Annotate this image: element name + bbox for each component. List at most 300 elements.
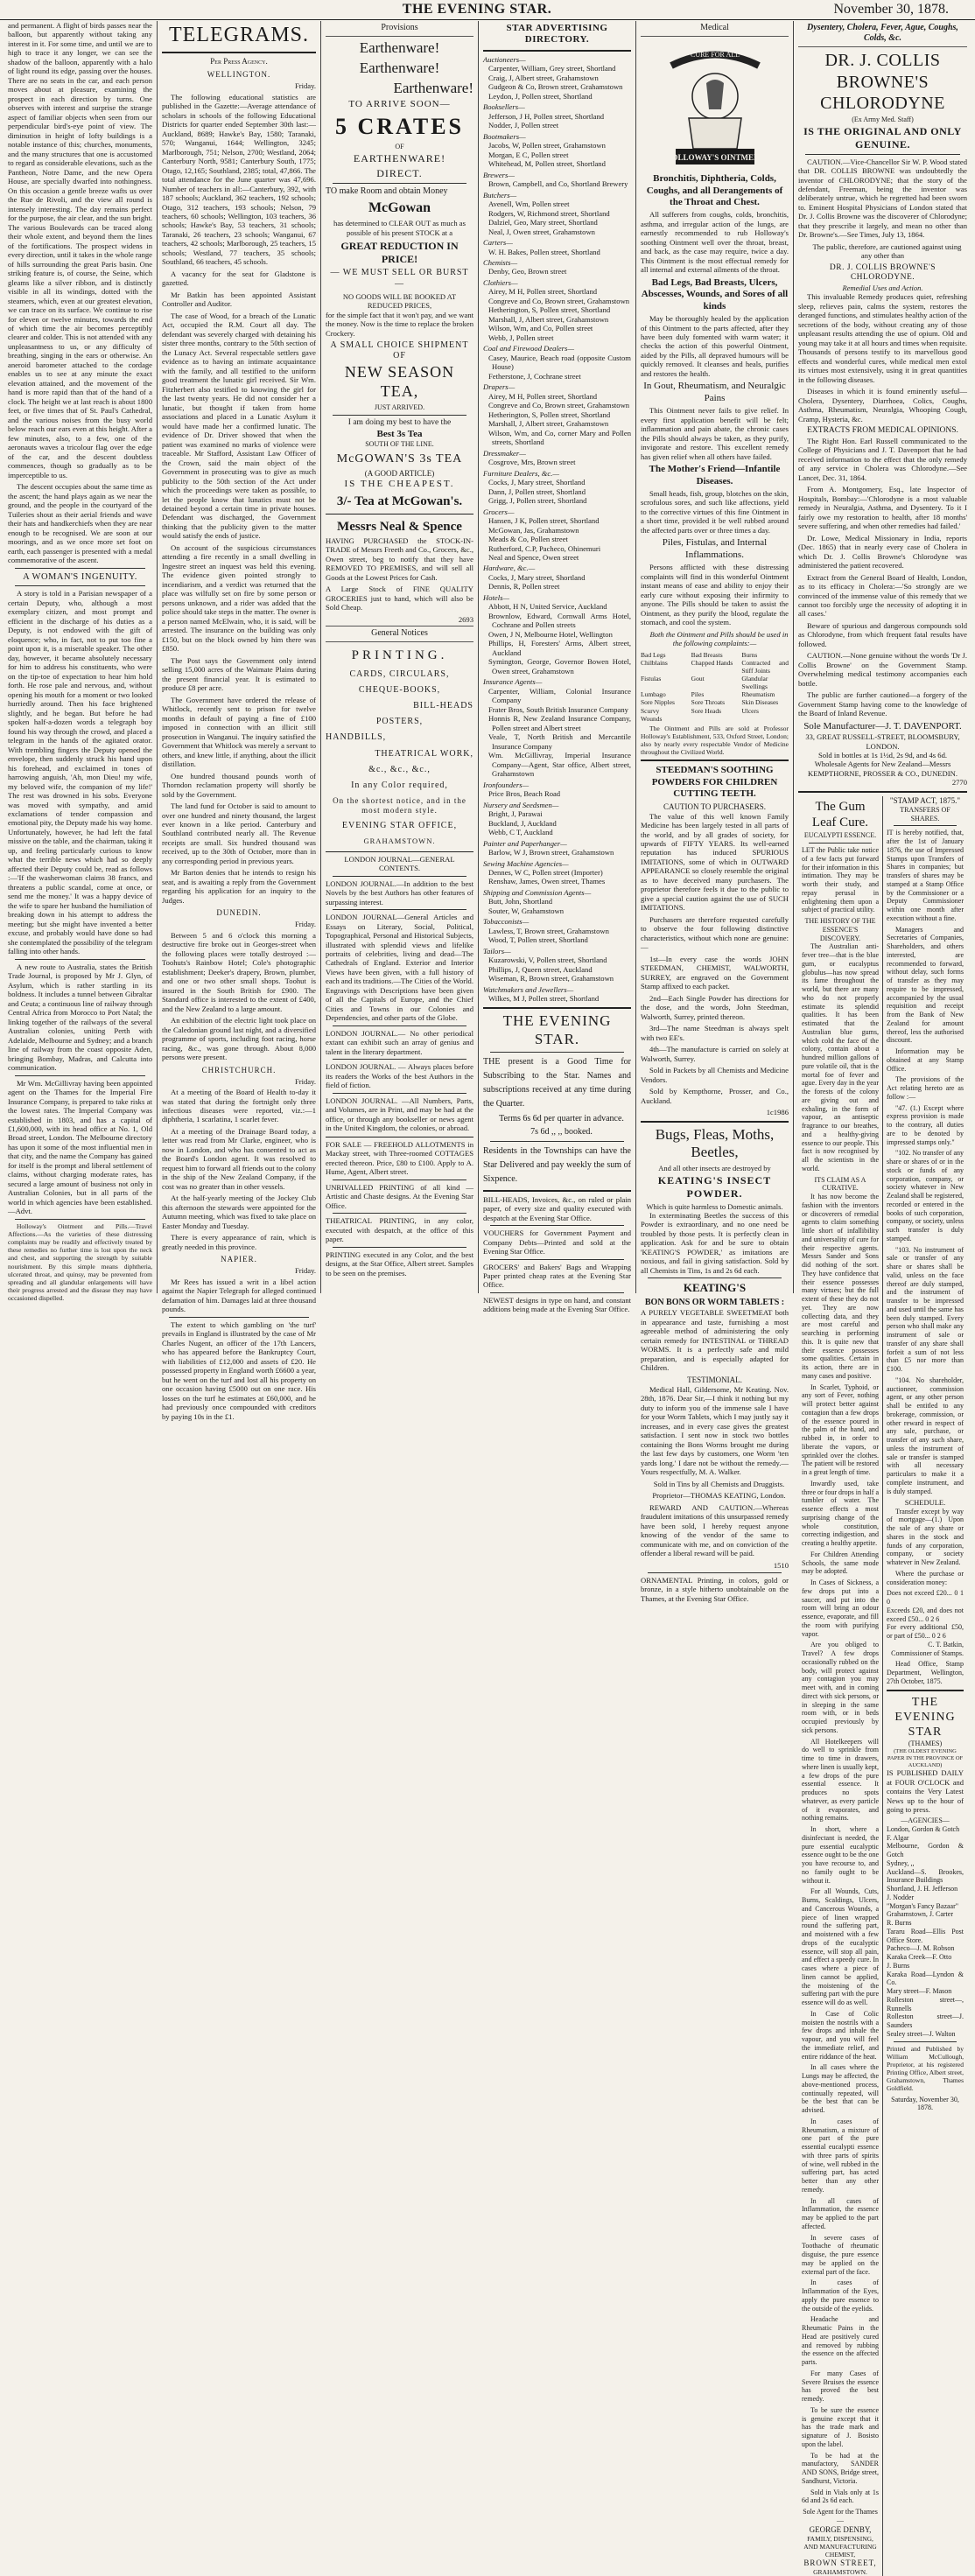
section-header: Dysentery, Cholera, Fever, Ague, Coughs, Colds, &c. xyxy=(798,21,967,47)
divider xyxy=(490,1259,624,1260)
advertisement-paragraph: Holloway's Ointment and Pills.—Travel Affections.—As the varieties of these distressing complaints may be readily and effectively treated by these remedies no further time is lost upon the neck and chest, and supporting the strength by suitable nourishment. By this simple means diphtheria, ulcerated throat, and quinsy, may be prevented from spreading and all glandular enlargements will have their progress arrested and the disease they may have occasioned dispelled. xyxy=(8,1222,152,1303)
ad-line: In any Color required, xyxy=(351,780,448,790)
ad-paragraph: The Ointment and Pills are sold at Professor Holloway's Establishment, 533, Oxford Street, London; also by nearly every respectable Vendor of Medicine throughout the Civilized World. xyxy=(641,724,789,757)
ad-paragraph: Residents in the Townships can have the Star Delivered and pay weekly the sum of Sixpence. xyxy=(483,1145,631,1184)
ad-paragraph: Purchasers are therefore requested carefully to observe the four following distinctive characteristics, without which none are genuine:— xyxy=(641,914,789,952)
ad-paragraph: Medical Hall, Gildersome, Mr Keating. Nov. 28th, 1876. Dear Sir,—I think it nothing but my duty to inform you of the immense sale I have for your Worm Tablets, which I may justly say it increases, and in every case gives the greatest satisfaction. I sent now in stock two bottles containing the Bons Worms brought me during the last few days by customers, one Worm 'ten yards long.' I dare not be without the remedy.—Yours respectfully, M. A. Walker. xyxy=(641,1384,789,1477)
directory-entry: Neal and Spence, Owen street xyxy=(488,553,579,562)
section-header: General Notices xyxy=(326,626,473,642)
directory-category: Tailors— xyxy=(483,946,511,956)
agency-entry: Rolleston street—, Runnells xyxy=(887,1995,964,2012)
telegram-paragraph: Mr Barton denies that he intends to resign his seat, and is awaiting a reply from the Government regarding his application for an inquiry to the Judges. xyxy=(162,868,316,905)
ad-paragraph: Extract from the General Board of Health, London, as to its efficacy in Cholera:—'So strongly are we convinced of the immense value of this remedy that we cannot too forcibly urge the necessity of adopting it in all cases.' xyxy=(798,572,967,619)
ad-line: EARTHENWARE! xyxy=(353,152,446,165)
directory-entry: Cosgrove, Mrs, Brown street xyxy=(488,458,576,467)
ad-line: EXTRACTS FROM MEDICAL OPINIONS. xyxy=(807,426,958,436)
ad-headline: THE EVENING STAR. xyxy=(502,1012,612,1047)
printing-advertisement xyxy=(326,648,473,845)
directory-category: Hotels— xyxy=(483,592,510,602)
ad-paragraph: LONDON JOURNAL. —All Numbers, Parts, and Volumes, are in Print, and may be had at the office, or through any bookseller or news agent in the United Kingdom, the colonies, or abroad. xyxy=(326,1096,473,1133)
agency-entry: J. Nodder xyxy=(887,1893,915,1901)
divider xyxy=(490,1052,624,1053)
column-1 xyxy=(4,21,158,1303)
schedule-row: Exceeds £20, and does not exceed £50... 0 2 6 xyxy=(887,1606,964,1623)
ad-paragraph: All Hotelkeepers will do well to sprinkle from time to time in drawers, where linen is usually kept, a few drops of the pure essential essence. It produces no spots whatever, as every particle of it evaporates, and nothing remains. xyxy=(802,1737,879,1823)
divider xyxy=(894,2041,957,2042)
ad-headline: The Mother's Friend—Infantile Diseases. xyxy=(649,464,781,486)
ad-paragraph: To be sure the essence is genuine except that it has the trade mark and signature of J. Bosisto upon the label. xyxy=(802,2405,879,2448)
ad-paragraph: In exterminating Beetles the success of this Powder is extraordinary, and no one need be troubled by those pests. It is perfectly clean in application. Ask for and be sure to obtain 'KEATING'S POWDER,' as imitations are noxious, and fail in giving satisfaction. Sold by all Chemists in Tins, 1s and 2s 6d each. xyxy=(641,1211,789,1275)
directory-entry: Jefferson, J H, Pollen street, Shortland xyxy=(488,111,605,121)
ad-paragraph: The public, therefore, are cautioned against using any other than xyxy=(812,242,962,261)
ad-paragraph: LONDON JOURNAL—General Articles and Essays on Literary, Social, Political, Topographical, Personal and Historical Subjects, illustrated with splendid views and lifelike portraits of celebrities, living and dead—The Cathedrals of England. Exterior and Interior Views have been given, with a full history of each and its traditions.—The Cities of the World. Engravings with Descriptions have been given of all the Capitals of Europe, and the Chief Cities and Towns in our Colonies and Dependencies, and other parts of the Globe. xyxy=(326,913,473,1023)
day: Friday. xyxy=(294,1266,316,1276)
agency-entry: Sydney, ,, xyxy=(887,1858,915,1867)
ad-headline: Piles, Fistulas, and Internal Inflammations. xyxy=(662,537,768,560)
ad-line: (Ex Army Med. Staff) xyxy=(852,115,914,123)
ad-paragraph: LONDON JOURNAL.—In addition to the best Novels by the best Authors has other features of surpassing interest. xyxy=(326,878,473,906)
telegram-paragraph: The Government have ordered the release of Whitlock, recently sent to prison for twelve months in default of paying a fine of £100 imposed in connection with an illicit still prosecution in Wanganui. The inquiry satisfied the Government that Whitlock was merely a servant to others, and knew little, if anything, about the illicit distillation. xyxy=(162,695,316,769)
evening-star-subscription-ad xyxy=(483,1012,631,1186)
ad-line: GEORGE DENBY, xyxy=(809,2524,872,2534)
classified-ads xyxy=(326,1137,473,1278)
place-heading: CHRISTCHURCH. xyxy=(201,1065,277,1074)
ad-line: I am doing my best to have the xyxy=(347,418,452,428)
directory-entry: Dann, J, Pollen street, Shortland xyxy=(488,486,586,496)
article-heading: A WOMAN'S INGENUITY. xyxy=(23,571,137,582)
directory-entry: Whitehead, M, Pollen street, Shortland xyxy=(488,159,606,169)
complaint-item: Scurvy xyxy=(641,706,660,715)
ad-headline: KEATING'S xyxy=(683,1281,747,1295)
ad-line: Best 3s Tea xyxy=(376,428,423,439)
directory-category: Tobacconists— xyxy=(483,917,530,927)
ad-line: CAUTION TO PURCHASERS. xyxy=(663,802,766,811)
banner-text: HOLLOWAY'S OINTMENT xyxy=(665,153,764,163)
divider xyxy=(15,1075,145,1076)
complaint-item: Skin Diseases xyxy=(741,698,779,707)
divider xyxy=(333,1247,466,1248)
london-journal-advertisement xyxy=(326,851,473,1133)
agency-entry: R. Burns xyxy=(887,1919,912,1928)
day: Friday. xyxy=(294,920,316,929)
ad-line: Saturday, November 30, 1878. xyxy=(891,2095,959,2112)
telegram-paragraph: Mr Rees has issued a writ in a libel action against the Napier Telegraph for alleged continued defamation of him. Damages laid at three thousand pounds. xyxy=(162,1277,316,1314)
directory-entry: Phillips, H, Foresters' Arms, Albert street, Auckland xyxy=(488,639,631,657)
directory-entry: Hetherington, S, Pollen street, Shortland xyxy=(488,410,611,419)
directory-entry: Hetherington, S, Pollen street, Shortland xyxy=(488,305,611,315)
day: Friday. xyxy=(294,1076,316,1086)
ad-line: (THAMES) xyxy=(908,1739,943,1747)
ad-paragraph: For many Cases of Severe Bruises the essence has proved the best remedy. xyxy=(802,2369,879,2404)
ad-line: NO GOODS WILL BE BOOKED AT REDUCED PRICES, xyxy=(342,291,457,311)
directory-entry: Bright, J, Parawai xyxy=(488,809,543,819)
section-header: Medical xyxy=(641,21,789,37)
ad-line: BILL-HEADS xyxy=(413,701,473,711)
directory-category: Painter and Paperhanger— xyxy=(483,838,567,848)
telegram-paragraph: The land fund for October is said to amount to over one hundred and ninety thousand, the largest ever known in a like period. Canterbury and Southland contributed nearly all. The Revenue receipts are small. Six hundred thousand was received, up to the 30th of October, more than in any corresponding period in previous years. xyxy=(162,802,316,865)
divider xyxy=(15,1219,145,1220)
ad-paragraph: NEWEST designs in type on hand, and constant additions being made at the Evening Star Office. xyxy=(483,1295,631,1314)
ad-headline: Bad Legs, Bad Breasts, Ulcers, Abscesses, Wounds, and Sores of all kinds xyxy=(641,276,789,312)
ad-number: 1c1986 xyxy=(766,1108,789,1117)
divider xyxy=(333,1213,466,1214)
complaints-table xyxy=(641,651,789,723)
telegram-paragraph: The case of Wood, for a breach of the Lunatic Act, occupied the R.M. Court all day. The defendant was severely charged with detaining his sister three months, contrary to the 50th section of the Lunacy Act. Several respectable settlers gave evidence as to having an intimate acquaintance with the family, and all testified to the uniform good treatment the lunatic girl received. Sir Wm. Fitzherbert also testified to knowing the girl for the last twenty years. He did not consider her a lunatic, but thought if taken from home associations and placed in a Lunatic Asylum it would have made her a confirmed lunatic. The evidence of Dr. Driver showed that when the patient was examined no marks of violence were traceable. Mr Stafford, Assistant Law Officer of the Crown, said the main object of the Government in prosecuting was to give as much publicity to the 50th section of the Act under which the proceedings were taken as possible, to let the people know that lunatics must not be detained beyond a certain time in private houses. Defendant was discharged, the Government thinking that the publicity given to the matter would satisfy the ends of justice. xyxy=(162,311,316,541)
ad-line: Sole Manufacturer—J. T. DAVENPORT. xyxy=(803,720,962,732)
ad-paragraph: UNRIVALLED PRINTING of all kind —Artistic and Chaste designs. At the Evening Star Office. xyxy=(326,1182,473,1210)
ad-headline: "STAMP ACT, 1875." xyxy=(889,795,961,805)
ad-paragraph: Inwardly used, take three or four drops in half a tumbler of water. The essence effects a most surprising change of the whole constitution, correcting indigestion, and creating a healthy appetite. xyxy=(802,1479,879,1548)
divider xyxy=(333,909,466,910)
directory-entry: Airey, M H, Pollen street, Shortland xyxy=(488,287,598,297)
ad-line: SCHEDULE. xyxy=(904,1498,946,1508)
directory-entry: Meads & Co, Pollen street xyxy=(488,535,568,544)
ad-paragraph: 7s 6d ,, ,, booked. xyxy=(530,1127,593,1138)
complaint-item: Gout xyxy=(691,674,705,682)
column-3 xyxy=(321,21,479,1293)
ad-paragraph: 4th—The manufacture is carried on solely at Walworth, Surrey. xyxy=(641,1045,789,1063)
ad-paragraph: IT is hereby notified, that, after the 1st of January 1876, the use of Impressed Stamps upon Transfers of Shares in companies; but transfers of shares may be stamped at a Stamp Office by the Commissioner or a Deputy Commissioner within one month after execution without a fine. xyxy=(887,829,964,922)
ad-paragraph: REWARD AND CAUTION.—Whereas fraudulent imitations of this unsurpassed remedy have been sold, I hereby request anyone knowing of the vendor of the same to communicate with me, and on conviction of the offender a liberal reward will be paid. xyxy=(641,1502,789,1558)
holloway-ointment-illustration xyxy=(654,39,776,171)
schedule-row: Does not exceed £20... 0 1 0 xyxy=(887,1589,964,1606)
divider xyxy=(641,760,789,761)
directory-entry: Dennes, W C, Pollen street (Importer) xyxy=(488,867,603,877)
ad-paragraph: IS PUBLISHED DAILY at FOUR O'CLOCK and contains the Very Latest News up to the hour of going to press. xyxy=(887,1768,964,1814)
divider xyxy=(887,1690,964,1691)
ad-paragraph: In cases of Rheumatism, a mixture of one part of the pure essential eucalypti essence with three parts of spirits of wine, well rubbed in the suffering part, has acted better than any other remedy. xyxy=(802,2117,879,2194)
ad-line: DR. J. COLLIS BROWNE'S CHLORODYNE. xyxy=(829,262,936,283)
directory-entry: Craig, J, Albert street, Grahamstown xyxy=(488,73,599,82)
telegram-paragraph: At a meeting of the Drainage Board today, a letter was read from Mr Clarke, engineer, who is now in London, and who has consented to act as the Board's London agent. It was resolved to request him to forward all friends out to the colony in the ship of the New Zealand Company, if the cost was no greater than in other vessels. xyxy=(162,1126,316,1191)
agency-entry: Mary street—F. Mason xyxy=(887,1987,952,1996)
ad-paragraph: In Case of Colic moisten the nostrils with a few drops and inhale the vapour, and you will feel the immediate relief, and entire riddance of the heat. xyxy=(802,2009,879,2061)
telegram-paragraph: One hundred thousand pounds worth of Thorndon reclamation property will shortly be sold by the Government. xyxy=(162,771,316,799)
ad-line: Wholesale Agents for New Zealand—Messrs KEMPTHORNE, PROSSER & CO., DUNEDIN. xyxy=(808,760,957,778)
place-heading: NAPIER. xyxy=(221,1255,257,1264)
directory-entry: Kuzarowski, V, Pollen street, Shortland xyxy=(488,956,607,965)
ad-paragraph: Sold in Packets by all Chemists and Medicine Vendors. xyxy=(641,1066,789,1084)
ad-paragraph: In Scarlet, Typhoid, or any sort of Fever, nothing will protect better against contagion than a few drops of the essence poured in the palm of the hand, and rubbed in, in order to liberate the vapors, or sprinkled over the clothes. The patient will be restored in a great length of time. xyxy=(802,1382,879,1477)
agency-entry: F. Algar xyxy=(887,1833,909,1842)
ad-line: ITS CLAIM AS A CURATIVE. xyxy=(814,1175,866,1193)
directory-entry: Morgan, E C, Pollen street xyxy=(488,150,569,159)
complaint-item: Bad Legs xyxy=(641,650,666,659)
directory-entry: Neal, J, Owen street, Grahamstown xyxy=(488,227,595,236)
ad-paragraph: A Large Stock of FINE QUALITY GROCERIES just to hand, which will also be Sold Cheap. xyxy=(326,584,473,612)
ad-line: A SMALL CHOICE SHIPMENT OF xyxy=(330,340,469,361)
ad-line: FAMILY, DISPENSING, AND MANUFACTURING CHEMIST, xyxy=(803,2534,877,2558)
directory-entry: Symington, George, Governor Bowen Hotel, Owen street, Grahamstown xyxy=(488,657,631,676)
divider xyxy=(483,50,631,52)
two-column-section xyxy=(798,796,967,2576)
ad-paragraph: Dr. Lowe, Medical Missionary in India, reports (Dec. 1865) that in nearly every case of Cholera in which Dr. J. Collis Browne's Chlorodyne was administered the patient recovered. xyxy=(798,533,967,570)
ad-line: THE HISTORY OF THE ESSENCE'S DISCOVERY. xyxy=(804,917,876,942)
complaint-item: Sore Nipples xyxy=(641,698,675,707)
ad-paragraph: PRINTING executed in any Color, and the best designs, at the Star Office, Albert street. Samples to be seen on the premises. xyxy=(326,1250,473,1278)
stamp-act-column xyxy=(883,796,967,2576)
divider xyxy=(15,959,145,960)
telegram-paragraph: There is every appearance of rain, which is greatly needed in this province. xyxy=(162,1233,316,1251)
ad-paragraph: Terms 6s 6d per quarter in advance. xyxy=(499,1114,624,1124)
directory-entry: Price Bros, Beach Road xyxy=(488,789,561,799)
divider xyxy=(162,52,316,53)
directory-category: Brewers— xyxy=(483,170,515,179)
complaint-item: Rheumatism xyxy=(741,690,775,699)
directory-entry: Airey, M H, Pollen street, Shortland xyxy=(488,391,598,401)
agency-entry: Tararu Road—Ellis Post Office Store. xyxy=(887,1927,964,1944)
complaint-item: Lumbago xyxy=(641,690,666,699)
directory-category: Butchers— xyxy=(483,190,517,200)
ad-line: has determined to CLEAR OUT as much as possible of his present STOCK at a xyxy=(333,219,466,237)
agency-entry: Auckland—S. Brookes, Insurance Buildings xyxy=(887,1867,964,1885)
ad-line: On the shortest notice, and in the most modern style. xyxy=(333,796,466,816)
ad-paragraph: "47. (1.) Except where express provision is made to the contrary, all duties are to be denoted by impressed stamps only." xyxy=(887,1103,964,1146)
ad-paragraph: LONDON JOURNAL. — Always places before its readers the Works of the best Authors in the field of fiction. xyxy=(326,1062,473,1090)
directory-entry: Honnis R, New Zealand Insurance Company, Pollen street and Albert street xyxy=(488,714,631,732)
mcgowan-advertisement xyxy=(326,39,473,509)
ad-line: IS THE CHEAPEST. xyxy=(344,478,455,489)
directory-entry: Renshaw, James, Owen street, Thames xyxy=(488,877,606,886)
directory-entry: Wilkes, M J, Pollen street, Shortland xyxy=(488,994,600,1004)
agency-entry: Melbourne, Gordon & Gotch xyxy=(887,1842,964,1859)
directory-entry: Frater Bros, South British Insurance Company xyxy=(488,704,628,714)
ad-paragraph: Are you obliged to Travel? A few drops occasionally rubbed on the body, will protect against any contagion you may meet with, and in coming direct with sick persons, or in sleeping in the same room with, or in beds occupied previously by sick persons. xyxy=(802,1641,879,1734)
directory-entry: W. H. Bakes, Pollen street, Shortland xyxy=(488,247,600,256)
ad-paragraph: This Ointment never fails to give relief. In every first application benefit will be felt; inflammation and pain abate, the chronic cases the Pills should always be taken, as they purify, invigorate and restore. This excellent remedy has given relief when all others have failed. xyxy=(641,406,789,461)
day: Friday. xyxy=(294,81,316,91)
directory-category: Bootmakers— xyxy=(483,131,526,141)
ad-line: TESTIMONIAL. xyxy=(687,1375,742,1384)
divider xyxy=(15,568,145,569)
divider xyxy=(809,843,872,844)
ad-line: DIRECT. xyxy=(376,166,423,179)
telegram-paragraph: On account of the suspicious circumstances attending a fire recently in a small dwelling in Ingestre street an inquest was held this evening. The evidence given pointed strongly to incendiarism, and a verdict was returned that the place was wilfully set on fire by some person or persons unknown, and a rider was added that the police should take steps in the matter. The owner is a person named McElwain, who, it is said, will be arrested. The insurance on the building was only £150, but on the block owned by him there was £850. xyxy=(162,542,316,654)
ad-line: (A GOOD ARTICLE) xyxy=(364,468,435,478)
column-6 xyxy=(794,21,971,2576)
ad-paragraph: FOR SALE — FREEHOLD ALLOTMENTS in Mackay street, with Three-roomed COTTAGES erected thereon. Price, £80 to £100. Apply to A. Hume, Agent, Albert street. xyxy=(326,1139,473,1177)
ad-paragraph: C. T. Batkin, Commissioner of Stamps. xyxy=(891,1640,964,1657)
complaint-item: Sore Throats xyxy=(691,698,726,707)
ad-paragraph: LONDON JOURNAL—GENERAL CONTENTS. xyxy=(344,854,455,873)
directory-entry: Marshall, J, Albert street, Grahamstown xyxy=(488,314,609,324)
ad-line: (THE OLDEST EVENING PAPER IN THE PROVINCE OF AUCKLAND) xyxy=(887,1747,964,1768)
directory-entry: Congreve and Co, Brown street, Grahamstown xyxy=(488,401,630,410)
ad-paragraph: Sold by Kempthorne, Prosser, and Co., Auckland. xyxy=(641,1087,789,1105)
directory-entry: Hansen, J K, Pollen street, Shortland xyxy=(488,516,600,526)
place-heading: DUNEDIN. xyxy=(216,908,262,918)
ad-paragraph: From A. Montgomery, Esq., late Inspector of Hospitals, Bombay:—'Chlorodyne is a most valuable remedy in Neuralgia, Asthma, and Dysentery. To it I fairly owe my restoration to health, after 18 months' severe suffering, and when other remedies had failed.' xyxy=(798,485,967,531)
directory-entry: Casey, Maurice, Beach road (opposite Custom House) xyxy=(488,353,631,372)
ad-paragraph: In severe cases of Toothache of rheumatic disguise, the pure essence may be applied on the external part of the face. xyxy=(802,2233,879,2276)
divider xyxy=(641,1121,789,1123)
article-paragraph: A new route to Australia, states the British Trade Journal, is proposed by Mr J. Glyn, of Asylum, which is rather startling in its boldness. It includes a tunnel between Gibraltar and Ceuta; a continuous line of railway through Central Africa from Morocco to Port Natal; the linking together of the railways of the several Australian colonies, uniting Perth with Adelaide, Melbourne and Sydney; and a branch line of railway from the coast opposite Aden, bringing Bombay, Madras, and Calcutta into communication. xyxy=(8,962,152,1073)
ad-headline: Earthenware! xyxy=(359,59,440,76)
ad-headline: THE EVENING STAR xyxy=(894,1695,956,1739)
directory-entry: Brown, Campbell, and Co, Shortland Brewery xyxy=(488,179,628,189)
ad-line: IS THE ORIGINAL AND ONLY GENUINE. xyxy=(803,125,962,150)
ad-line: And all other insects are destroyed by xyxy=(658,1164,771,1173)
ad-paragraph: All sufferers from coughs, colds, bronchitis, asthma, and irregular action of the lungs, are earnestly recommended to rub Holloway's soothing Ointment well over the throat, breast, and back, as the case may require, twice a day. This Ointment is the most effectual remedy for all internal and external ailments of the throat. xyxy=(641,210,789,275)
directory-entry: Rodgers, W, Richmond street, Shortland xyxy=(488,208,610,218)
ad-paragraph: The value of this well known Family Medicine has been largely tested in all parts of the world, and by all grades of society, for upwards of FIFTY YEARS. Its well-earned reputation has induced SPURIOUS IMITATIONS, some of which in OUTWARD APPEARANCE so closely resemble the original as to have deceived many purchasers. The proprietor therefore feels it due to the public to give a special caution against the use of SUCH IMITATIONS. xyxy=(641,811,789,913)
telegram-paragraph: The following educational statistics are published in the Gazette:—Average attendance of scholars in schools of the following Educational Districts for quarter ended September 30th last:—Auckland, 8689; Hawke's Bay, 1580; Taranaki, 570; Wanganui, 1644; Wellington, 3245; Marlborough, 751; Nelson, 2700; Westland, 2064; Canterbury North, 9581; Canterbury South, 1775; Otago, 12,165; Southland, 2385; total, 47,866. The total attendance for the June quarter was 47,696. Number of teachers in all:—Canterbury, 392, with 187 schools; Auckland, 362 teachers, 192 schools; Otago, 312 teachers, 193 schools; Nelson, 79 teachers, 60 schools; Wellington, 103 teachers, 36 schools; Hawke's Bay, 53 teachers, 31 schools; Taranaki, 26 teachers, 23 schools; Wanganui, 67 teachers, 42 schools; Marlborough, 25 teachers, 15 schools; Westland, 77 teachers, 35 schools; Southland, 66 teachers, 45 schools. xyxy=(162,92,316,267)
directory-entry: Carpenter, William, Colonial Insurance Company xyxy=(488,686,631,705)
ad-paragraph: In all cases where the Lungs may be affected, the above-mentioned process, continually repeated, will be the best that can be advised. xyxy=(802,2063,879,2115)
ad-paragraph: For Children Attending Schools, the same mode may be adopted. xyxy=(802,1550,879,1576)
ad-paragraph: Sold in Vials only at 1s 6d and 2s 6d each. xyxy=(802,2488,879,2505)
ad-line: Which is quite harmless to Domestic animals. xyxy=(646,1201,783,1211)
directory-entry: Wilson, Wm, and Co, corner Mary and Pollen streets, Shortland xyxy=(488,428,631,447)
ad-paragraph: The Right Hon. Earl Russell communicated to the College of Physicians and J. T. Davenport that he had received information to the effect that the only remedy of any service in Cholera was Chlorodyne.—See Lancet, Dec. 31, 1864. xyxy=(798,436,967,482)
ad-headline: STEEDMAN'S SOOTHING POWDERS FOR CHILDREN CUTTING TEETH. xyxy=(651,765,778,800)
article-paragraph: A story is told in a Parisian newspaper of a certain Deputy, who, although a most exemplary citizen, and most prompt and efficient in the discharge of his duties as a Deputy, is not endowed with the gift of eloquence; who, in fact, not to put too fine a point upon it, is a miserable speaker. The other day, however, it became absolutely necessary for him to address his constituents, who were on the tip-toe of expectation to hear him hold forth. He rose pale and nervous, and, without opening his mouth for a moment or two looked hurriedly around. Then his face brightened slightly, and he began. But before he had spoken half-a-dozen words a telegraph boy found his way through the crowd, and placed a telegram in the hands of the agitated orator. With trembling fingers the Deputy opened the envelope, then suddenly struck his hand upon his forehead, and exclaimed in tones of harrowing anguish, 'Ah, mon Dieu! my wife, my beloved wife, the companion of my life!' The rest was drowned in his sobs. Everyone was moved with sympathy, and amid exclamations of tender compassion and emotional pity, the Deputy made his way home. Unfortunately, however, he had left the fatal missive on the table, and the chairman, taking it up, and feeling particularly curious to know what the terrible news which had so deeply affected their Deputy could be, read as follows :—'If the washerwoman claims 38 francs, and threatens a public scandal, come at once, or send me the money.' It was a happy device of the wife to spare her husband the humiliation of breaking down in his attempt to address the meeting; but she might have invented a better excuse, and probably would have done so had she contemplated the possibility of the telegram falling into other hands. xyxy=(8,589,152,956)
ad-line: Sold in bottles at 1s 1½d, 2s 9d, and 4s 6d. xyxy=(817,750,948,760)
ad-paragraph: "103. No instrument of sale or transfer of any share or shares shall be valid, unless on the face thereof are duly stamped, and the instrument of transfer to be impressed and used until the same has been duly stamped. Every person who shall make any instrument of sale or transfer of any share shall forfeit a sum of not less than £5 nor more than £100. xyxy=(887,1245,964,1374)
gum-leaf-column xyxy=(798,796,883,2576)
directory-entry: Wm. McGillivray, Imperial Insurance Company—Agent, Star office, Albert street, Grahamstown xyxy=(488,751,631,779)
directory-entry: Dennis, R, Pollen street xyxy=(488,582,560,592)
directory-category: Carters— xyxy=(483,238,513,248)
ad-paragraph: ORNAMENTAL Printing, in colors, gold or bronze, in a style hitherto unobtainable on the Thames, at the Evening Star Office. xyxy=(641,1576,789,1603)
ad-paragraph: 3rd—The name Steedman is always spelt with two EE's. xyxy=(641,1024,789,1042)
ad-paragraph: Where the purchase or consideration money: xyxy=(887,1569,964,1586)
ad-headline: Bronchitis, Diphtheria, Colds, Coughs, and all Derangements of the Throat and Chest. xyxy=(646,173,783,207)
directory-entry: McGowan, Jas, Grahamstown xyxy=(488,525,579,535)
divider xyxy=(490,1141,624,1142)
directory-entry: Lawless, T, Brown street, Grahamstown xyxy=(488,926,609,935)
ad-line: GRAHAMSTOWN. xyxy=(363,836,436,846)
article-paragraph: The extent to which gambling on 'the turf' prevails in England is illustrated by the case of Mr Charles Nugent, an officer of the 17th Lancers, who has appeared before the Bankruptcy Court, with liabilities of £12,000 and assets of £20. He possessed property in England worth £6600 a year, but he went on the turf and lost all his property on one occasion having £5000 out on one race. His losses on the turf he estimates at £60,000, and he had previously once compounded with creditors by paying 10s in the £1. xyxy=(162,1320,316,1421)
ad-line: 33, GREAT RUSSELL-STREET, BLOOMSBURY, LONDON. xyxy=(805,732,960,751)
ad-paragraph: Printed and Published by William McCullough, Proprietor, at his registered Printing Office, Albert street, Grahamstown, Thames Goldfield. xyxy=(887,2044,964,2093)
directory-entry: Cocks, J, Mary street, Shortland xyxy=(488,572,586,582)
ad-paragraph: A PURELY VEGETABLE SWEETMEAT both in appearance and taste, furnishing a most agreeable method of administering the only certain remedy for INTESTINAL or THREAD WORMS. It is a perfectly safe and mild preparation, and is especially adapted for Children. xyxy=(641,1308,789,1373)
ad-paragraph: In short, where a disinfectant is needed, the pure essential eucalyptic essence ought to be the one you have recourse to, and no family ought to be without it. xyxy=(802,1825,879,1885)
ad-paragraph: CAUTION.—Vice-Chancellor Sir W. P. Wood stated that DR. COLLIS BROWNE was undoubtedly the inventor of CHLORODYNE; that the story of the defendant, Freeman, being the inventor was deliberately untrue, which he regretted had been sworn to. Eminent Hospital Physicians of London stated that Dr. J. Collis Browne was the discoverer of Chlorodyne; that they prescribe it largely, and mean no other than Dr. Browne's.—See Times, July 13, 1864. xyxy=(798,157,967,240)
keating-insect-powder-ad xyxy=(641,1126,789,1276)
complaint-item: Ulcers xyxy=(741,706,759,715)
newspaper-page xyxy=(4,21,971,2576)
column-2 xyxy=(158,21,321,1421)
ad-line: 5 CRATES xyxy=(334,113,465,139)
place-heading: WELLINGTON. xyxy=(207,70,271,80)
directory-category: Drapers— xyxy=(483,382,516,392)
complaint-item: Wounds xyxy=(641,714,663,723)
complaint-item: Contracted and Stiff Joints xyxy=(741,658,789,675)
divider xyxy=(483,1190,631,1192)
directory-category: Nursery and Seedsmen— xyxy=(483,800,559,809)
ad-headline: Earthenware! xyxy=(393,79,473,96)
ad-paragraph: 2nd—Each Single Powder has directions for the dose, and the words, John Steedman, Walworth, Surrey, printed thereon. xyxy=(641,993,789,1021)
divider xyxy=(333,876,466,877)
ad-paragraph: LET the Public take notice of a few facts put forward for their information in this intimation. They may be worth their study, and repay perusal in enlightening them upon a subject of practical utility. xyxy=(802,846,879,914)
press-agency: Per Press Agency. xyxy=(210,57,268,66)
agency-entry: Karaka Road—Lyndon & Co. xyxy=(887,1970,964,1987)
ad-paragraph: Diseases in which it is found eminently useful—Cholera, Dysentery, Diarrhoea, Colics, Coughs, Asthma, Rheumatism, Neuralgia, Whooping Cough, Cramp, Hysteria, &c. xyxy=(798,387,967,424)
directory-category: Chemists— xyxy=(483,257,518,267)
complaint-item: Burns xyxy=(741,650,758,659)
ad-paragraph: "102. No transfer of any share or shares of or in the stock or funds of any corporation, company, or society whatever in New Zealand shall be registered, recorded or entered in the books of such corporation, company, or society, unless such transfer is duly stamped. xyxy=(887,1149,964,1242)
ad-paragraph: GROCERS' and Bakers' Bags and Wrapping Paper printed cheap rates at the Evening Star Office. xyxy=(483,1262,631,1290)
ad-paragraph: LONDON JOURNAL.— No other periodical extant can exhibit such an array of genius and talent in the literary department. xyxy=(326,1028,473,1056)
directory-entry: Wilson, Wm, and Co, Pollen street xyxy=(488,324,593,333)
directory-entry: Barlow, W J, Brown street, Grahamstown xyxy=(488,848,614,858)
ad-paragraph: Information may be obtained at any Stamp Office. xyxy=(887,1047,964,1073)
agencies-list xyxy=(887,1825,964,2039)
schedule-rows xyxy=(887,1589,964,1641)
ad-paragraph: Small heads, fish, group, blotches on the skin, scrofulous sores, and such like affections, yield to the corrective virtues of this fine Ointment in a short time, provided it be well rubbed around the affected parts over or three times a day. xyxy=(641,488,789,535)
ad-line: &c., &c., &c., xyxy=(368,764,431,774)
newspaper-title: THE EVENING STAR. xyxy=(402,2,552,17)
telegram-paragraph: Between 5 and 6 o'clock this morning a destructive fire broke out in Georges-street when the following places were totally destroyed :—Toohuts's Rainbow Hotel; Cole's photographic establishment; Deeker's drapery, Brown, plumber, and one or two other small shops. Toohut is insured in the South British for £900. The Standard office is interested to the extent of £400, and the New Zealand to a large amount. xyxy=(162,930,316,1013)
divider xyxy=(798,791,967,793)
directory-entry: Wood, T, Pollen street, Shortland xyxy=(488,935,588,945)
ad-line: HANDBILLS, xyxy=(326,732,387,743)
advertising-directory xyxy=(483,55,631,1004)
divider xyxy=(490,1225,624,1226)
ad-paragraph: CAUTION.—None genuine without the words 'Dr J. Collis Browne' on the Government Stamp. Overwhelming medical testimony accompanies each bottle. xyxy=(798,651,967,688)
ad-line: —AGENCIES— xyxy=(901,1816,950,1825)
complaint-item: Chapped Hands xyxy=(691,658,733,667)
ad-line: CARDS, CIRCULARS, xyxy=(349,668,450,679)
directory-entry: Butt, John, Shortland xyxy=(488,897,553,906)
ad-paragraph: Head Office, Stamp Department, Wellington, 27th October, 1875. xyxy=(887,1660,964,1685)
divider xyxy=(490,1292,624,1293)
agency-entry: "Morgan's Fancy Bazaar" xyxy=(887,1901,959,1910)
agency-entry: Pacheco—J. M. Robson xyxy=(887,1944,955,1953)
ad-paragraph: Sold in Tins by all Chemists and Druggists. xyxy=(653,1479,785,1488)
ad-paragraph: Both the Ointment and Pills should be used in the following complaints:— xyxy=(649,629,789,648)
ad-paragraph: BILL-HEADS, Invoices, &c., on ruled or plain paper, of every size and quality executed with despatch at the Evening Star Office. xyxy=(483,1194,631,1222)
divider xyxy=(333,1093,466,1094)
ad-line: TO ARRIVE SOON— xyxy=(348,99,451,110)
directory-entry: Rutherford, C.P, Pacheco, Ohinemuri xyxy=(488,543,601,553)
ad-line: EVENING STAR OFFICE, xyxy=(341,821,458,831)
ad-paragraph: Proprietor—THOMAS KEATING, London. xyxy=(652,1491,786,1501)
ad-line: THEATRICAL WORK, xyxy=(375,748,473,759)
telegrams-heading: TELEGRAMS. xyxy=(169,24,309,46)
directory-entry: Buckland, J, Auckland xyxy=(488,818,557,828)
column-5 xyxy=(636,21,794,1603)
ad-line: Remedial Uses and Action. xyxy=(842,284,923,293)
telegram-paragraph: An exhibition of the electric light took place on the Caledonian ground last night, and a diversified programme of sports, including foot racing, horse racing, &c., was gone through. About 8,000 persons were present. xyxy=(162,1016,316,1062)
ad-number: 1510 xyxy=(773,1560,789,1570)
ad-line: BON BONS OR WORM TABLETS : xyxy=(644,1298,785,1308)
ad-paragraph: To be had at the manufactory, SANDER AND SONS, Bridge street, Sandhurst, Victoria. xyxy=(802,2451,879,2485)
ad-line: 3/- Tea at McGowan's. xyxy=(336,494,463,509)
ad-headline: Messrs Neal & Spence xyxy=(337,519,462,534)
directory-category: Dressmaker— xyxy=(483,448,526,458)
directory-entry: Denby, Geo, Brown street xyxy=(488,267,567,276)
divider xyxy=(15,585,145,586)
directory-category: Ironfounders— xyxy=(483,780,530,789)
divider xyxy=(483,1007,631,1009)
directory-category: Furniture Dealers, &c.— xyxy=(483,468,560,478)
directory-category: Coal and Firewood Dealers— xyxy=(483,344,574,354)
directory-category: Auctioneers— xyxy=(483,54,526,64)
ad-line: EUCALYPTI ESSENCE. xyxy=(803,831,877,840)
ad-paragraph: THE present is a Good Time for Subscribing to the Star. Names and subscriptions received at any time during the Quarter. xyxy=(483,1057,631,1110)
ad-number: 2693 xyxy=(458,614,473,624)
ad-paragraph: In all cases of Inflammation, the essence may be applied to the part affected. xyxy=(802,2196,879,2230)
ad-paragraph: In Cases of Sickness, a few drops put into a saucer, and put into the room will bring an odour essence, evaporate, and fill the room with purifying vapor. xyxy=(802,1578,879,1638)
directory-entry: Wiseman, R, Brown street, Grahamstown xyxy=(488,974,614,984)
telegram-paragraph: Mr Batkin has been appointed Assistant Controller and Auditor. xyxy=(162,290,316,309)
complaint-item: Piles xyxy=(691,690,705,699)
telegram-paragraph: At the half-yearly meeting of the Jockey Club this afternoon the stewards were appointed for the Autumn meeting, which was fixed to take place on Easter Monday and Tuesday. xyxy=(162,1194,316,1230)
directory-entry: Webb, C T, Auckland xyxy=(488,828,553,837)
